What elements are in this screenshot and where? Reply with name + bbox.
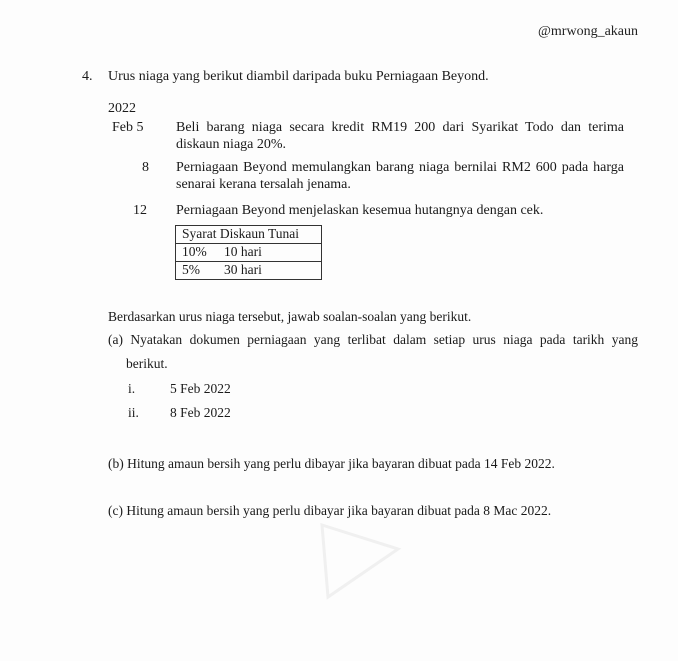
cash-discount-days: 10 hari (218, 244, 322, 262)
transaction-date-1: Feb 5 (112, 120, 144, 135)
cash-discount-rate: 5% (182, 262, 200, 277)
question-text: Urus niaga yang berikut diambil daripada buku Perniagaan Beyond. (108, 69, 489, 84)
part-a-item-numeral-2: ii. (128, 405, 139, 420)
transaction-text-2-line1: Perniagaan Beyond memulangkan barang niaga bernilai RM2 600 pada harga (176, 160, 624, 175)
cash-discount-row (176, 244, 322, 262)
instructions-text: Berdasarkan urus niaga tersebut, jawab soalan-soalan yang berikut. (108, 309, 472, 324)
cash-discount-days: 30 hari (224, 262, 262, 277)
transaction-text-3: Perniagaan Beyond menjelaskan kesemua hutangnya dengan cek. (176, 203, 544, 218)
question-number: 4. (82, 69, 93, 84)
transaction-text-2-line2: senarai kerana tersalah jenama. (176, 177, 351, 192)
transaction-date-3: 12 (133, 203, 147, 218)
part-a-item-date-1: 5 Feb 2022 (170, 381, 231, 396)
cash-discount-row (176, 262, 322, 280)
play-watermark-icon (318, 505, 408, 605)
transaction-text-1-line1: Beli barang niaga secara kredit RM19 200 dari Syarikat Todo dan terima (176, 120, 624, 135)
cash-discount-table-header-row (176, 226, 322, 244)
transaction-date-2: 8 (142, 160, 149, 175)
cash-discount-rate: 10% (176, 244, 219, 262)
part-c-question: (c) Hitung amaun bersih yang perlu dibayar jika bayaran dibuat pada 8 Mac 2022. (108, 503, 552, 518)
cash-discount-table (175, 225, 322, 280)
part-a-question-line2: berikut. (126, 356, 168, 371)
year-label: 2022 (108, 101, 136, 116)
part-a-item-numeral-1: i. (128, 381, 136, 396)
cash-discount-table-header: Syarat Diskaun Tunai (176, 226, 322, 244)
part-b-question: (b) Hitung amaun bersih yang perlu dibayar jika bayaran dibuat pada 14 Feb 2022. (108, 456, 555, 471)
watermark-handle: @mrwong_akaun (538, 24, 638, 39)
part-a-question-line1: (a) Nyatakan dokumen perniagaan yang terlibat dalam setiap urus niaga pada tarikh yang (108, 332, 638, 347)
part-a-item-date-2: 8 Feb 2022 (170, 405, 231, 420)
transaction-text-1-line2: diskaun niaga 20%. (176, 137, 287, 152)
